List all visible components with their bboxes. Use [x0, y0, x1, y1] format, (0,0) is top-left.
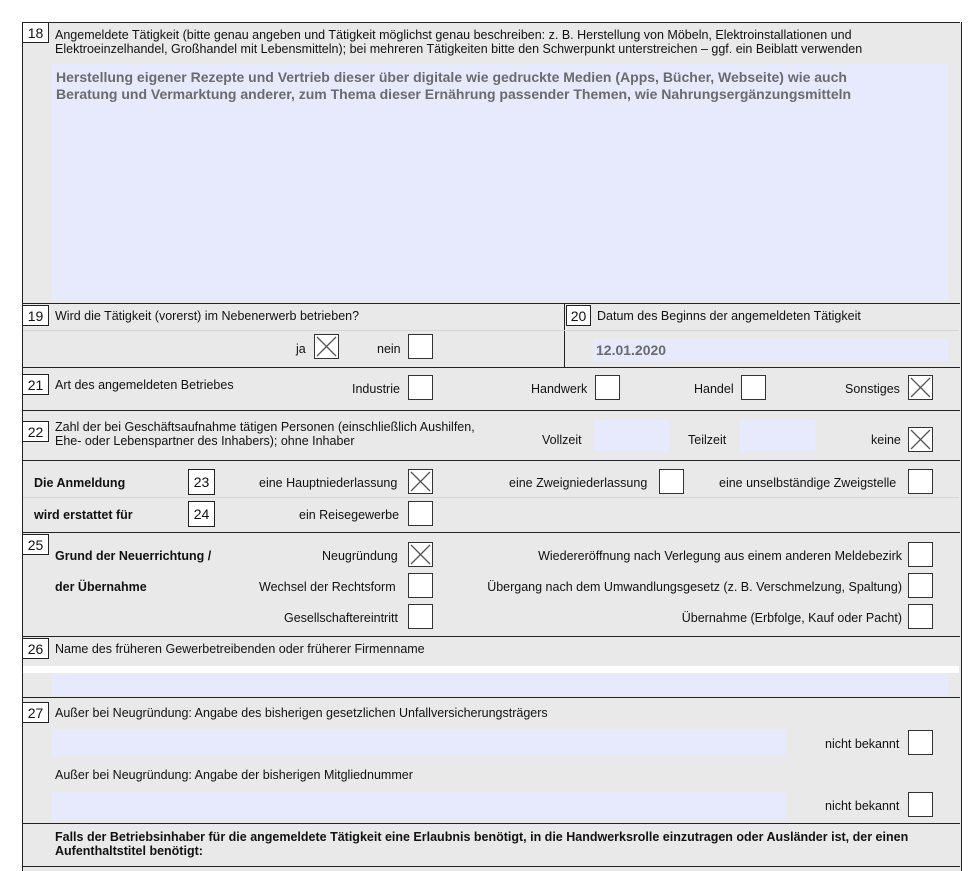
umwandlung-checkbox[interactable] [908, 573, 933, 598]
section-number: 21 [22, 374, 49, 395]
divider [23, 330, 959, 331]
divider [23, 497, 959, 498]
insurance-label: Außer bei Neugründung: Angabe des bisherigen gesetzlichen Unfallversicherungsträgers [55, 706, 548, 720]
zweigniederlassung-checkbox[interactable] [659, 469, 684, 494]
keine-checkbox[interactable] [908, 427, 933, 452]
activity-description-value: Herstellung eigener Rezepte und Vertrieb dieser über digitale wie gedruckte Medien (Apps, Bücher, Webseite) wie auch Beratung und Vermarktung anderer, zum Thema dieser Ernährung passender Themen, wie Nahrungsergänzungsmitteln [56, 69, 852, 102]
ja-checkbox[interactable] [314, 334, 339, 359]
reason-title: Grund der Neuerrichtung / [55, 549, 212, 563]
divider [22, 367, 960, 368]
vollzeit-field[interactable] [594, 420, 669, 451]
registration-title-line2: wird erstattet für [34, 508, 133, 522]
divider [22, 410, 960, 411]
divider [22, 22, 960, 23]
wiedereroeffnung-label: Wiedereröffnung nach Verlegung aus einem anderen Meldebezirk [538, 549, 902, 563]
section-number: 18 [22, 22, 49, 43]
section-number: 27 [22, 702, 49, 723]
registration-title: Die Anmeldung [34, 476, 126, 490]
reason-title-line2: der Übernahme [55, 580, 147, 594]
spacer [23, 666, 959, 673]
nicht-bekannt-label: nicht bekannt [825, 799, 900, 813]
start-date-value: 12.01.2020 [596, 342, 667, 358]
section-number: 22 [22, 421, 49, 442]
section-number: 19 [22, 305, 49, 326]
cross-mark-icon [909, 376, 932, 399]
rechtsform-checkbox[interactable] [408, 573, 433, 598]
industrie-label: Industrie [352, 382, 400, 396]
section-number: 23 [188, 469, 215, 495]
uebernahme-checkbox[interactable] [908, 604, 933, 629]
ja-label: ja [296, 342, 306, 356]
section-number: 25 [22, 534, 49, 555]
member-number-label: Außer bei Neugründung: Angabe der bisherigen Mitgliednummer [55, 768, 413, 782]
section-number: 20 [566, 305, 591, 326]
handwerk-label: Handwerk [531, 382, 588, 396]
hauptniederlassung-label: eine Hauptniederlassung [259, 476, 398, 490]
insurance-field[interactable] [52, 729, 785, 756]
divider [564, 303, 565, 367]
nicht-bekannt-checkbox[interactable] [908, 792, 933, 817]
reisegewerbe-checkbox[interactable] [408, 501, 433, 526]
teilzeit-label: Teilzeit [688, 433, 727, 447]
gesellschafter-label: Gesellschaftereintritt [284, 611, 398, 625]
divider [22, 532, 960, 533]
handwerk-checkbox[interactable] [595, 375, 620, 400]
zweigstelle-checkbox[interactable] [908, 469, 933, 494]
member-number-field[interactable] [52, 792, 785, 820]
start-date-field[interactable] [593, 339, 948, 361]
activity-description-field[interactable] [52, 64, 948, 300]
umwandlung-label: Übergang nach dem Umwandlungsgesetz (z. B. Verschmelzung, Spaltung) [487, 580, 902, 594]
industrie-checkbox[interactable] [408, 375, 433, 400]
nicht-bekannt-checkbox[interactable] [908, 730, 933, 755]
uebernahme-label: Übernahme (Erbfolge, Kauf oder Pacht) [681, 611, 902, 625]
rechtsform-label: Wechsel der Rechtsform [259, 580, 396, 594]
nein-checkbox[interactable] [408, 334, 433, 359]
keine-label: keine [871, 433, 901, 447]
divider [22, 866, 960, 867]
hauptniederlassung-checkbox[interactable] [408, 469, 433, 494]
zweigstelle-label: eine unselbständige Zweigstelle [719, 476, 897, 490]
nicht-bekannt-label: nicht bekannt [825, 737, 900, 751]
wiedereroeffnung-checkbox[interactable] [908, 542, 933, 567]
section-22-label: Zahl der bei Geschäftsaufnahme tätigen Personen (einschließlich Aushilfen, Ehe- oder Lebenspartner des Inhabers); ohne Inhaber [55, 420, 475, 448]
teilzeit-field[interactable] [740, 420, 815, 451]
sonstiges-checkbox[interactable] [908, 375, 933, 400]
cross-mark-icon [909, 428, 932, 451]
handel-label: Handel [694, 382, 734, 396]
reisegewerbe-label: ein Reisegewerbe [299, 508, 400, 522]
sonstiges-label: Sonstiges [845, 382, 900, 396]
permit-notice: Falls der Betriebsinhaber für die angemeldete Tätigkeit eine Erlaubnis benötigt, in die Handwerksrolle einzutragen oder Ausländer ist, der einen Aufenthaltstitel benötigt: [55, 830, 909, 858]
section-number: 24 [188, 501, 215, 527]
section-number: 26 [22, 638, 49, 659]
divider [22, 823, 960, 824]
section-26-label: Name des früheren Gewerbetreibenden oder früherer Firmenname [55, 642, 425, 656]
section-21-label: Art des angemeldeten Betriebes [55, 378, 234, 392]
cross-mark-icon [409, 543, 432, 566]
divider [22, 636, 960, 637]
neugruendung-label: Neugründung [322, 549, 398, 563]
cross-mark-icon [315, 335, 338, 358]
former-name-field[interactable] [52, 673, 948, 696]
neugruendung-checkbox[interactable] [408, 542, 433, 567]
divider [22, 460, 960, 461]
section-19-label: Wird die Tätigkeit (vorerst) im Nebenerwerb betrieben? [55, 309, 360, 323]
divider [22, 697, 960, 698]
nein-label: nein [377, 342, 401, 356]
section-20-label: Datum des Beginns der angemeldeten Tätigkeit [597, 309, 861, 323]
section-18-label: Angemeldete Tätigkeit (bitte genau angeben und Tätigkeit möglichst genau beschreiben: z. B. Herstellung von Möbeln, Elektroinstallationen und Elektroeinzelhandel, Großhandel mit Lebensmitteln); bei mehreren Tätigkeiten bitte den Schwerpunkt unterstreichen – ggf. ein Beiblatt verwenden [55, 28, 863, 56]
handel-checkbox[interactable] [741, 375, 766, 400]
zweigniederlassung-label: eine Zweigniederlassung [509, 476, 648, 490]
divider [22, 303, 960, 304]
gesellschafter-checkbox[interactable] [408, 604, 433, 629]
cross-mark-icon [409, 470, 432, 493]
vollzeit-label: Vollzeit [542, 433, 582, 447]
